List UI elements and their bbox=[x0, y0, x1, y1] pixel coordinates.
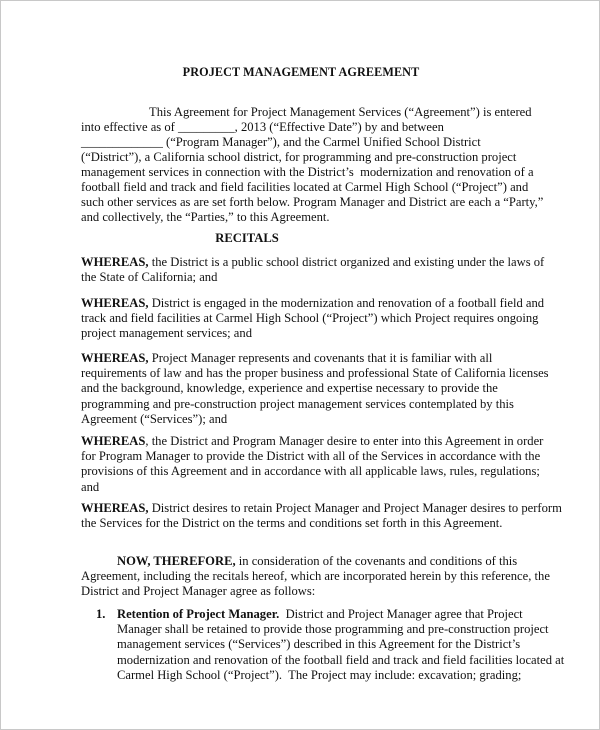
intro-line: such other services as are set forth below. Program Manager and District are each a “Party,” bbox=[81, 195, 544, 209]
whereas-clause bbox=[81, 296, 545, 342]
therefore-text: District and Project Manager agree as follows: bbox=[81, 584, 316, 599]
whereas-text: requirements of law and has the proper business and professional State of California licenses bbox=[81, 366, 549, 381]
whereas-text: District desires to retain Project Manager and Project Manager desires to perform bbox=[148, 501, 562, 515]
section-text: Manager shall be retained to provide those programming and pre-construction project bbox=[117, 622, 549, 637]
whereas-clause bbox=[81, 351, 549, 427]
whereas-text: the District is a public school district organized and existing under the laws of bbox=[148, 255, 545, 269]
whereas-clause bbox=[81, 434, 544, 495]
whereas-text: for Program Manager to provide the District with all of the Services in accordance with the bbox=[81, 449, 541, 464]
intro-line: _____________ (“Program Manager”), and the Carmel Unified School District bbox=[81, 135, 481, 149]
whereas-lead: WHEREAS, bbox=[81, 255, 149, 269]
therefore-clause bbox=[81, 554, 550, 600]
intro-line: This Agreement for Project Management Services (“Agreement”) is entered bbox=[149, 105, 532, 119]
whereas-text: and bbox=[81, 479, 100, 494]
section-1 bbox=[117, 607, 567, 683]
section-heading: Retention of Project Manager. bbox=[117, 607, 280, 621]
whereas-lead: WHEREAS, bbox=[81, 296, 149, 310]
whereas-lead: WHEREAS, bbox=[81, 351, 149, 365]
whereas-text: the State of California; and bbox=[81, 270, 218, 285]
whereas-lead: WHEREAS bbox=[81, 434, 146, 448]
whereas-text: and the background, knowledge, experience and expertise necessary to provide the bbox=[81, 381, 498, 396]
whereas-text: programming and pre-construction project management services contemplated by this bbox=[81, 396, 514, 411]
document-title: PROJECT MANAGEMENT AGREEMENT bbox=[182, 65, 420, 79]
section-text: Carmel High School (“Project”). The Project may include: excavation; grading; bbox=[117, 667, 522, 682]
intro-line: (“District”), a California school district, for programming and pre-construction project bbox=[81, 150, 517, 164]
whereas-text: Project Manager represents and covenants that it is familiar with all bbox=[148, 351, 493, 365]
whereas-text: District is engaged in the modernization and renovation of a football field and bbox=[148, 296, 545, 310]
therefore-lead: NOW, THEREFORE, bbox=[117, 554, 236, 568]
recitals-heading: RECITALS bbox=[215, 231, 279, 245]
whereas-text: , the District and Program Manager desire to enter into this Agreement in order bbox=[145, 434, 544, 448]
whereas-text: project management services; and bbox=[81, 326, 252, 341]
section-text: District and Project Manager agree that Project bbox=[279, 607, 523, 621]
whereas-text: the Services for the District on the terms and conditions set forth in this Agreement. bbox=[81, 516, 503, 531]
section-number: 1. bbox=[96, 607, 106, 621]
therefore-text: in consideration of the covenants and conditions of this bbox=[235, 554, 518, 568]
whereas-clause bbox=[81, 501, 562, 531]
whereas-text: Agreement (“Services”); and bbox=[81, 411, 228, 426]
intro-line: management services in connection with the District’s modernization and renovation of a bbox=[81, 165, 534, 179]
whereas-text: track and field facilities at Carmel High School (“Project”) which Project requires ongoing bbox=[81, 311, 539, 326]
therefore-text: Agreement, including the recitals hereof, which are incorporated herein by this reference, the bbox=[81, 569, 550, 584]
intro-line: into effective as of _________, 2013 (“Effective Date”) by and between bbox=[81, 120, 444, 134]
section-text: modernization and renovation of the football field and track and field facilities located at bbox=[117, 652, 565, 667]
whereas-text: provisions of this Agreement and in accordance with all applicable laws, rules, regulations; bbox=[81, 464, 540, 479]
whereas-lead: WHEREAS, bbox=[81, 501, 149, 515]
section-text: management services (“Services”) described in this Agreement for the District’s bbox=[117, 637, 521, 652]
intro-line: and collectively, the “Parties,” to this Agreement. bbox=[81, 210, 330, 224]
whereas-clause bbox=[81, 255, 545, 285]
intro-line: football field and track and field facilities located at Carmel High School (“Project”) and bbox=[81, 180, 529, 194]
